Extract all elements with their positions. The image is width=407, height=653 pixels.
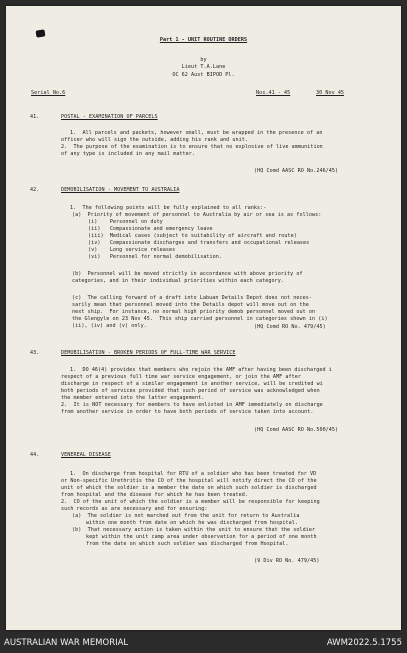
body-line: 2. It is NOT necessary for members to have enlisted in AMF immediately on discharge [61, 402, 323, 408]
section-number: 44. [30, 452, 40, 458]
body-line: (a) The soldier is not marched out from the unit for return to Australia [72, 513, 300, 519]
body-line: officer who will sign the outside, adding his rank and unit. [61, 137, 249, 143]
body-line: (iii) Medical cases (subject to suitability of aircraft and route) [88, 233, 297, 239]
body-line: respect of a previous full time war service engagement, or join the AMF after [61, 374, 301, 380]
body-line: unit of which the soldier is a member the date on which such soldier is discharged [61, 485, 317, 491]
body-line: (b) Personnel will be moved strictly in accordance with above priority of [72, 271, 303, 277]
section-number: 43. [30, 350, 40, 356]
reference: (HQ Comd AASC RO No.500/45) [254, 427, 339, 433]
section-number: 41. [30, 114, 40, 120]
reference: (HQ Comd RO No. 479/45) [254, 324, 326, 330]
body-line: (v) Long service releases [88, 247, 176, 253]
body-line: categories, and in their individual priorities within each category. [72, 278, 284, 284]
body-line: the Glengyle on 23 Nov 45. This ship carried personnel in categories shown in (i) [72, 316, 328, 322]
body-line: (ii), (iv) and (v) only. [72, 323, 147, 329]
order-date: 30 Nov 45 [316, 90, 345, 96]
body-line: the member entered into the latter engagement. [61, 395, 205, 401]
body-line: next ship. For instance, no normal high priority demob personnel moved out on [72, 309, 316, 315]
document-page [6, 6, 401, 630]
body-line: from hospital and the disease for which he has been treated. [61, 492, 249, 498]
body-line: kept within the unit camp area under observation for a period of one month [86, 534, 317, 540]
body-line: or Non-specific Urethritis the CO of the hospital will notify direct the CO of the [61, 478, 317, 484]
archive-footer [0, 634, 407, 653]
body-line: (vi) Personnel for normal demobilisation. [88, 254, 223, 260]
body-line: 2. CO of the unit of which the soldier is a member will be responsible for keeping [61, 499, 320, 505]
body-line: such records as are necessary and for ensuring: [61, 506, 208, 512]
body-line: 1. The following points will be fully explained to all ranks:- [70, 205, 267, 211]
section-title: VENEREAL DISEASE [61, 452, 111, 458]
body-line: (b) That necessary action is taken within the unit to ensure that the soldier [72, 527, 316, 533]
by-line: by [200, 57, 207, 63]
page-title: Part 1 - UNIT ROUTINE ORDERS [159, 37, 248, 43]
accession-number: AWM2022.5.1755 [326, 638, 402, 648]
serial-number: Serial No.6 [31, 90, 66, 96]
body-line: from another service in order to have both periods of service taken into account. [61, 409, 314, 415]
section-number: 42. [30, 187, 40, 193]
author-name: Lieut T.A.Lane [181, 64, 226, 70]
body-line: (ii) Compassionate and emergency leave [88, 226, 213, 232]
body-line: of any type is included in any mail matter. [61, 151, 196, 157]
order-numbers: Nos.41 - 45 [256, 90, 291, 96]
body-line: sarily mean that personnel moved into the Details depot will move out on the [72, 302, 309, 308]
body-line: 1. All parcels and packets, however small, must be wrapped in the presence of an [70, 130, 323, 136]
body-line: (c) The calling forward of a draft into Labuan Details Depot does not neces- [72, 295, 312, 301]
section-title: DEMOBILISATION - MOVEMENT TO AUSTRALIA [61, 187, 180, 193]
institution-name: AUSTRALIAN WAR MEMORIAL [4, 638, 129, 648]
section-title: POSTAL - EXAMINATION OF PARCELS [61, 114, 158, 120]
body-line: 1. DO 46(4) provides that members who rejoin the AMF after having been discharged i [70, 367, 332, 373]
body-line: within one month from date on which he was discharged from hospital. [86, 520, 298, 526]
unit-name: OC 62 Aust BIPOD Pl. [172, 72, 235, 78]
body-line: (a) Priority of movement of personnel to Australia by air or sea is as follows: [72, 212, 322, 218]
reference: (HQ Comd AASC RO No.246/45) [254, 168, 339, 174]
body-line: both periods of services provided that such period of service was acknowledged when [61, 388, 320, 394]
body-line: 1. On discharge from hospital for RTU of a soldier who has been treated for VD [70, 471, 317, 477]
body-line: (i) Personnel on duty [88, 219, 163, 225]
body-line: from the date on which such soldier was discharged from Hospital. [86, 541, 289, 547]
body-line: (iv) Compassionate discharges and transfers and occupational releases [88, 240, 310, 246]
reference: (9 Div RO No. 479/45) [254, 558, 320, 564]
section-title: DEMOBILISATION - BROKEN PERIODS OF FULL-TIME WAR SERVICE [61, 350, 236, 356]
body-line: 2. The purpose of the examination is to ensure that no explosive of live ammunition [61, 144, 323, 150]
body-line: discharge in respect of a similar engagement in another service, will be credited wi [61, 381, 323, 387]
